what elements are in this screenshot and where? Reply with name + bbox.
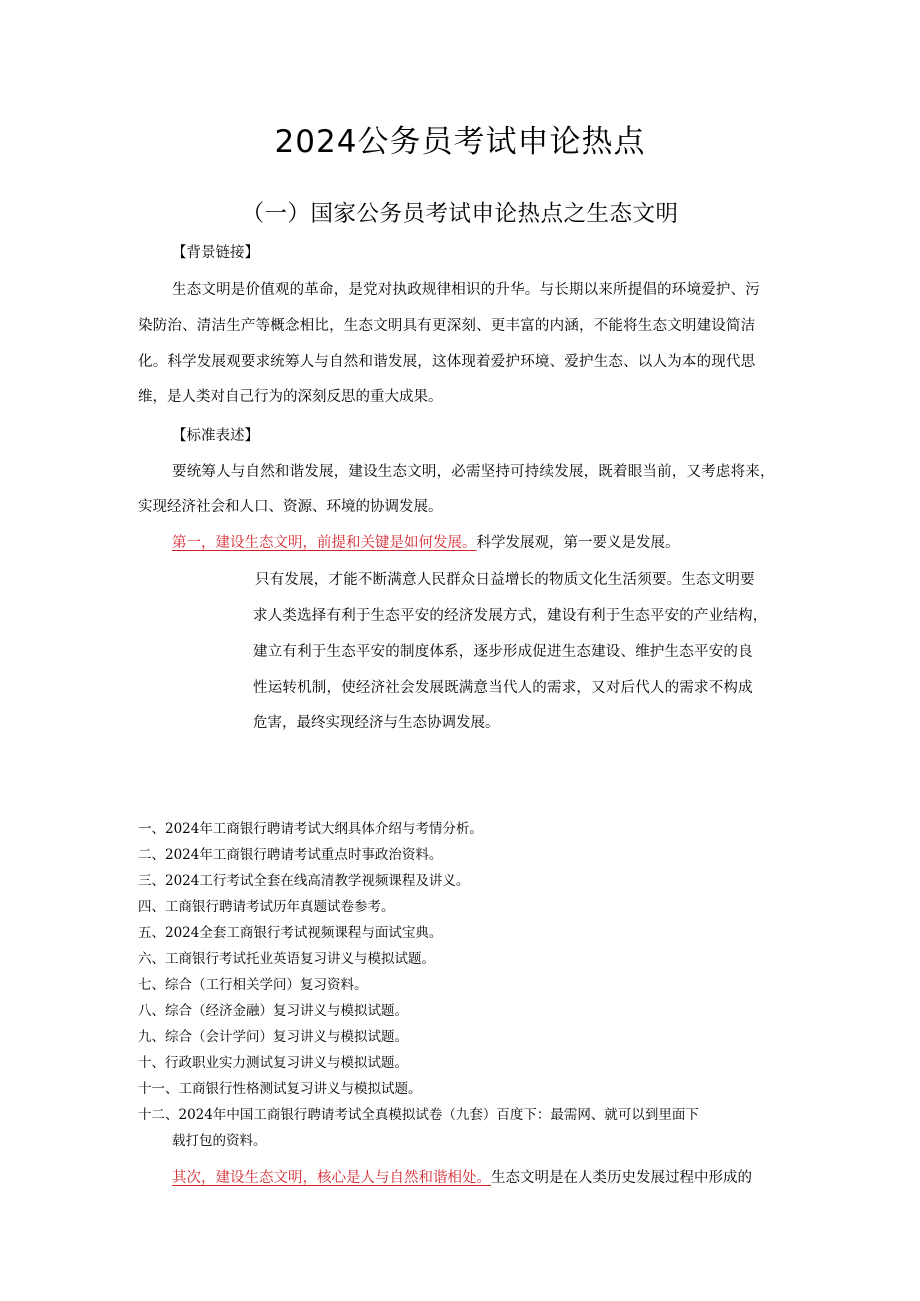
- point2-rest-text: 生态文明是在人类历史发展过程中形成的: [491, 1170, 752, 1186]
- point1-line: 只有发展，才能不断满意人民群众日益增长的物质文化生活须要。生态文明要: [255, 572, 755, 588]
- background-line: 维，是人类对自己行为的深刻反思的重大成果。: [138, 389, 443, 405]
- background-line: 生态文明是价值观的革命，是党对执政规律相识的升华。与长期以来所提倡的环境爱护、污: [172, 282, 760, 298]
- point1-red-text: 第一，建设生态文明，前提和关键是如何发展。: [172, 535, 477, 551]
- point1-rest-text: 科学发展观，第一要义是发展。: [476, 535, 680, 551]
- list-item: 一、2024年工商银行聘请考试大纲具体介绍与考情分析。: [138, 821, 483, 837]
- list-item: 五、2024全套工商银行考试视频课程与面试宝典。: [138, 925, 443, 941]
- point1-line: 性运转机制，使经济社会发展既满意当代人的需求，又对后代人的需求不构成: [253, 680, 753, 696]
- list-item: 七、综合（工行相关学问）复习资料。: [138, 977, 368, 993]
- point1-line: 求人类选择有利于生态平安的经济发展方式，建设有利于生态平安的产业结构，: [253, 608, 768, 624]
- point1-line: 危害，最终实现经济与生态协调发展。: [253, 715, 500, 731]
- list-item: 六、工商银行考试托业英语复习讲义与模拟试题。: [138, 951, 435, 967]
- list-item: 三、2024工行考试全套在线高清教学视频课程及讲义。: [138, 873, 470, 889]
- background-line: 化。科学发展观要求统筹人与自然和谐发展，这体现着爱护环境、爱护生态、以人为本的现代思: [138, 354, 756, 370]
- list-item: 八、综合（经济金融）复习讲义与模拟试题。: [138, 1003, 408, 1019]
- standard-line: 要统筹人与自然和谐发展，建设生态文明，必需坚持可持续发展，既着眼当前，又考虑将来，: [172, 464, 775, 480]
- page-title: 2024公务员考试申论热点: [274, 124, 646, 160]
- list-item: 十一、工商银行性格测试复习讲义与模拟试题。: [138, 1081, 422, 1097]
- list-item: 载打包的资料。: [172, 1133, 267, 1149]
- list-item: 十、行政职业实力测试复习讲义与模拟试题。: [138, 1055, 408, 1071]
- list-item: 四、工商银行聘请考试历年真题试卷参考。: [138, 899, 395, 915]
- point2-red-text: 其次，建设生态文明，核心是人与自然和谐相处。: [172, 1170, 491, 1186]
- standard-line: 实现经济社会和人口、资源、环境的协调发展。: [138, 499, 443, 515]
- point1-line: 建立有利于生态平安的制度体系，逐步形成促进生态建设、维护生态平安的良: [253, 644, 753, 660]
- background-line: 染防治、清洁生产等概念相比，生态文明具有更深刻、更丰富的内涵，不能将生态文明建设简洁: [138, 318, 756, 334]
- point2-lead: [172, 1166, 752, 1187]
- list-item: 二、2024年工商银行聘请考试重点时事政治资料。: [138, 847, 443, 863]
- list-item: 十二、2024年中国工商银行聘请考试全真模拟试卷（九套）百度下：最需网、就可以到里面下: [138, 1107, 699, 1123]
- list-item: 九、综合（会计学问）复习讲义与模拟试题。: [138, 1029, 408, 1045]
- background-heading: 【背景链接】: [172, 245, 259, 261]
- page-subtitle: （一）国家公务员考试申论热点之生态文明: [241, 201, 679, 227]
- point1-lead: [172, 531, 680, 552]
- standard-heading: 【标准表述】: [172, 428, 259, 444]
